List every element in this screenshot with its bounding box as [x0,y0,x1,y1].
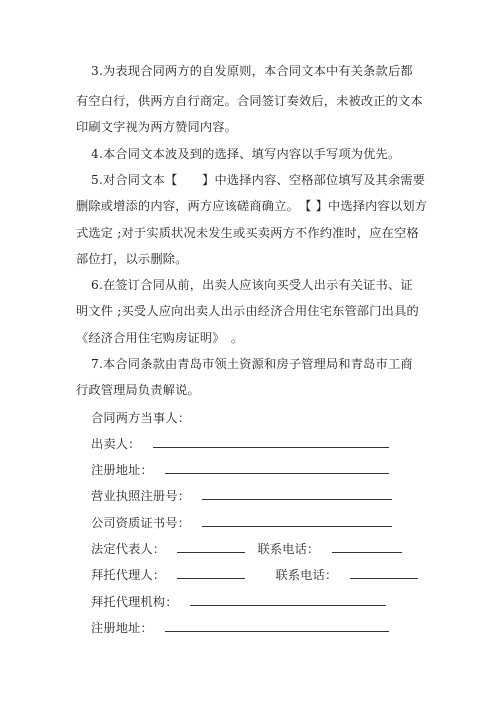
reg-address-field[interactable] [165,463,389,474]
agent-label: 拜托代理人： [91,568,166,582]
reg-address-label: 注册地址： [91,463,153,477]
clause-6-line-2: 明文件 ;买受人应向出卖人出示由经济合用住宅东管部门出具的 [76,304,419,318]
contact-phone-field[interactable] [332,542,402,553]
license-row [91,488,392,504]
license-field[interactable] [202,489,392,500]
qualification-row [91,515,392,531]
seller-row [91,436,389,452]
clause-6-line-3: 《经济合用住宅购房证明》 。 [76,331,244,345]
qualification-label: 公司资质证书号： [91,516,191,530]
clause-7-line-2: 行政管理局负责解说。 [76,383,200,397]
contact-phone-2-label: 联系电话： [275,568,338,582]
clause-3-line-3: 印刷文字视为两方赞同内容。 [76,120,238,134]
seller-label: 出卖人： [91,437,141,451]
agent-row [91,567,418,583]
reg-address-2-field[interactable] [165,621,389,632]
contact-phone-label: 联系电话： [257,542,320,556]
agency-label: 拜托代理机构： [91,595,178,609]
reg-address-row [91,462,389,478]
clause-4-line-1: 4.本合同文本波及到的选择、填写内容以手写项为优先。 [91,147,401,161]
agency-row [91,594,386,610]
clause-6-line-1: 6.在签订合同从前，出卖人应该向买受人出示有关证书、证 [91,278,413,292]
legal-rep-label: 法定代表人： [91,542,166,556]
clause-5-line-4: 部位打，以示删除。 [76,252,188,266]
reg-address-2-label: 注册地址： [91,621,153,635]
clause-7-line-1: 7.本合同条款由青岛市领土资源和房子管理局和青岛市工商 [91,357,413,371]
reg-address-2-row [91,620,389,636]
license-label: 营业执照注册号： [91,489,191,503]
seller-field[interactable] [153,437,389,448]
legal-rep-row [91,541,402,557]
agency-field[interactable] [190,595,386,606]
clause-3-line-1: 3.为表现合同两方的自发原则，本合同文本中有关条款后都 [91,64,413,78]
qualification-field[interactable] [202,516,392,527]
clause-5-line-2: 删除或增添的内容，两方应该磋商确立。 【 】中选择内容以划方 [76,199,428,213]
clause-5-line-1: 5.对合同文本【 】中选择内容、空格部位填写及其余需要 [91,173,426,187]
contact-phone-2-field[interactable] [350,568,418,579]
parties-heading: 合同两方当事人： [91,411,191,425]
clause-5-line-3: 式选定 ;对于实质状况未发生或买卖两方不作约准时，应在空格 [76,226,419,240]
clause-3-line-2: 有空白行，供两方自行商定。合同签订奏效后，未被改正的文本 [76,94,423,108]
legal-rep-field[interactable] [177,542,245,553]
agent-field[interactable] [177,568,245,579]
